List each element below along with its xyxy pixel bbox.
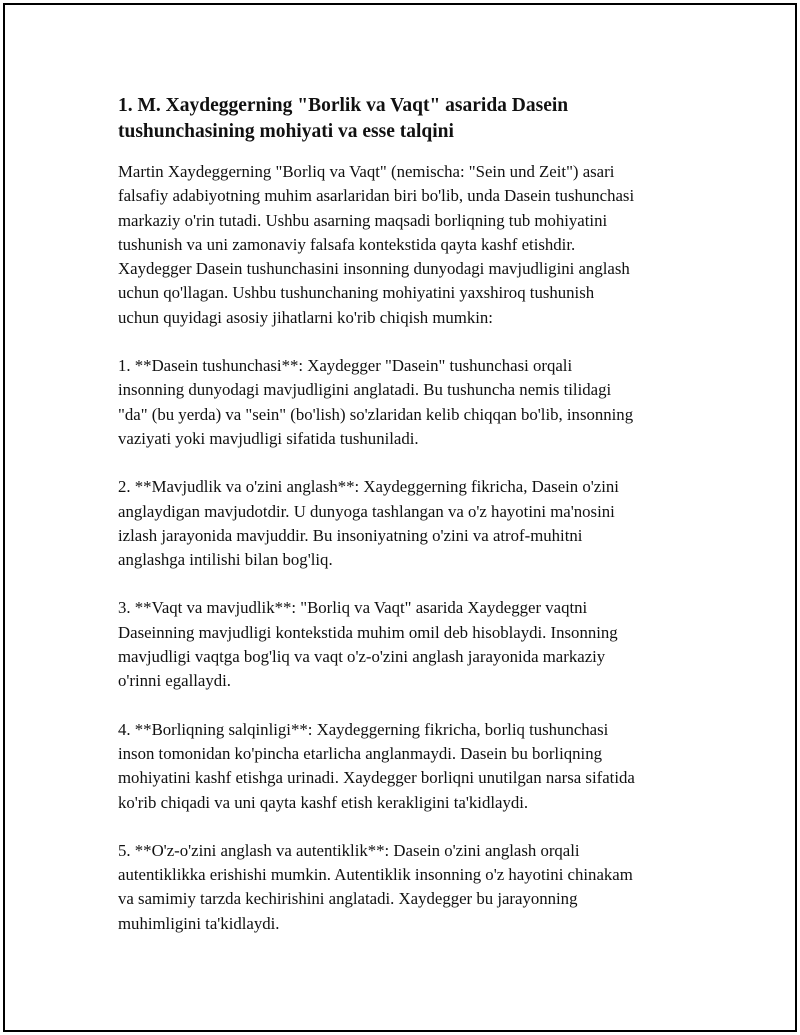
text-line: mohiyatini kashf etishga urinadi. Xaydegger borliqni unutilgan narsa sifatida [118,768,635,788]
point-4-paragraph [118,718,693,815]
text-line: inson tomonidan ko'pincha etarlicha anglanmaydi. Dasein bu borliqning [118,743,602,763]
text-line: "da" (bu yerda) va "sein" (bo'lish) so'zlaridan kelib chiqqan bo'lib, insonning [118,404,634,424]
text-line: 1. **Dasein tushunchasi**: Xaydegger "Dasein" tushunchasi orqali [118,356,573,376]
text-line: uchun quyidagi asosiy jihatlarni ko'rib chiqish mumkin: [118,307,493,327]
text-line: 4. **Borliqning salqinligi**: Xaydeggerning fikricha, borliq tushunchasi [118,719,609,739]
point-2-paragraph [118,475,693,572]
document-title [118,93,693,145]
title-line: 1. M. Xaydeggerning "Borlik va Vaqt" asarida Dasein [118,95,569,116]
title-line: tushunchasining mohiyati va esse talqini [118,121,454,142]
text-line: izlash jarayonida mavjuddir. Bu insoniyatning o'zini va atrof-muhitni [118,525,583,545]
text-line: Xaydegger Dasein tushunchasini insonning dunyodagi mavjudligini anglash [118,259,630,279]
text-line: ko'rib chiqadi va uni qayta kashf etish kerakligini ta'kidlaydi. [118,792,529,812]
intro-paragraph [118,160,693,330]
text-line: vaziyati yoki mavjudligi sifatida tushuniladi. [118,428,419,448]
text-line: 3. **Vaqt va mavjudlik**: "Borliq va Vaqt" asarida Xaydegger vaqtni [118,598,588,618]
text-line: tushunish va uni zamonaviy falsafa kontekstida qayta kashf etishdir. [118,234,576,254]
point-5-paragraph [118,839,693,936]
text-line: anglashga intilishi bilan bog'liq. [118,550,333,570]
document-body [118,93,693,960]
text-line: o'rinni egallaydi. [118,671,232,691]
point-1-paragraph [118,354,693,451]
text-line: uchun qo'llagan. Ushbu tushunchaning mohiyatini yaxshiroq tushunish [118,283,595,303]
text-line: autentiklikka erishishi mumkin. Autentiklik insonning o'z hayotini chinakam [118,865,633,885]
text-line: markaziy o'rin tutadi. Ushbu asarning maqsadi borliqning tub mohiyatini [118,210,608,230]
point-3-paragraph [118,596,693,693]
text-line: Martin Xaydeggerning "Borliq va Vaqt" (nemischa: "Sein und Zeit") asari [118,162,615,181]
text-line: muhimligini ta'kidlaydi. [118,913,280,933]
text-line: insonning dunyodagi mavjudligini anglatadi. Bu tushuncha nemis tilidagi [118,380,612,400]
text-line: anglaydigan mavjudotdir. U dunyoga tashlangan va o'z hayotini ma'nosini [118,501,615,521]
text-line: falsafiy adabiyotning muhim asarlaridan biri bo'lib, unda Dasein tushunchasi [118,186,635,206]
text-line: mavjudligi vaqtga bog'liq va vaqt o'z-o'zini anglash jarayonida markaziy [118,647,606,667]
text-line: 5. **O'z-o'zini anglash va autentiklik**: Dasein o'zini anglash orqali [118,840,580,860]
text-line: Daseinning mavjudligi kontekstida muhim omil deb hisoblaydi. Insonning [118,622,618,642]
text-line: va samimiy tarzda kechirishini anglatadi. Xaydegger bu jarayonning [118,889,578,909]
text-line: 2. **Mavjudlik va o'zini anglash**: Xaydeggerning fikricha, Dasein o'zini [118,477,619,497]
